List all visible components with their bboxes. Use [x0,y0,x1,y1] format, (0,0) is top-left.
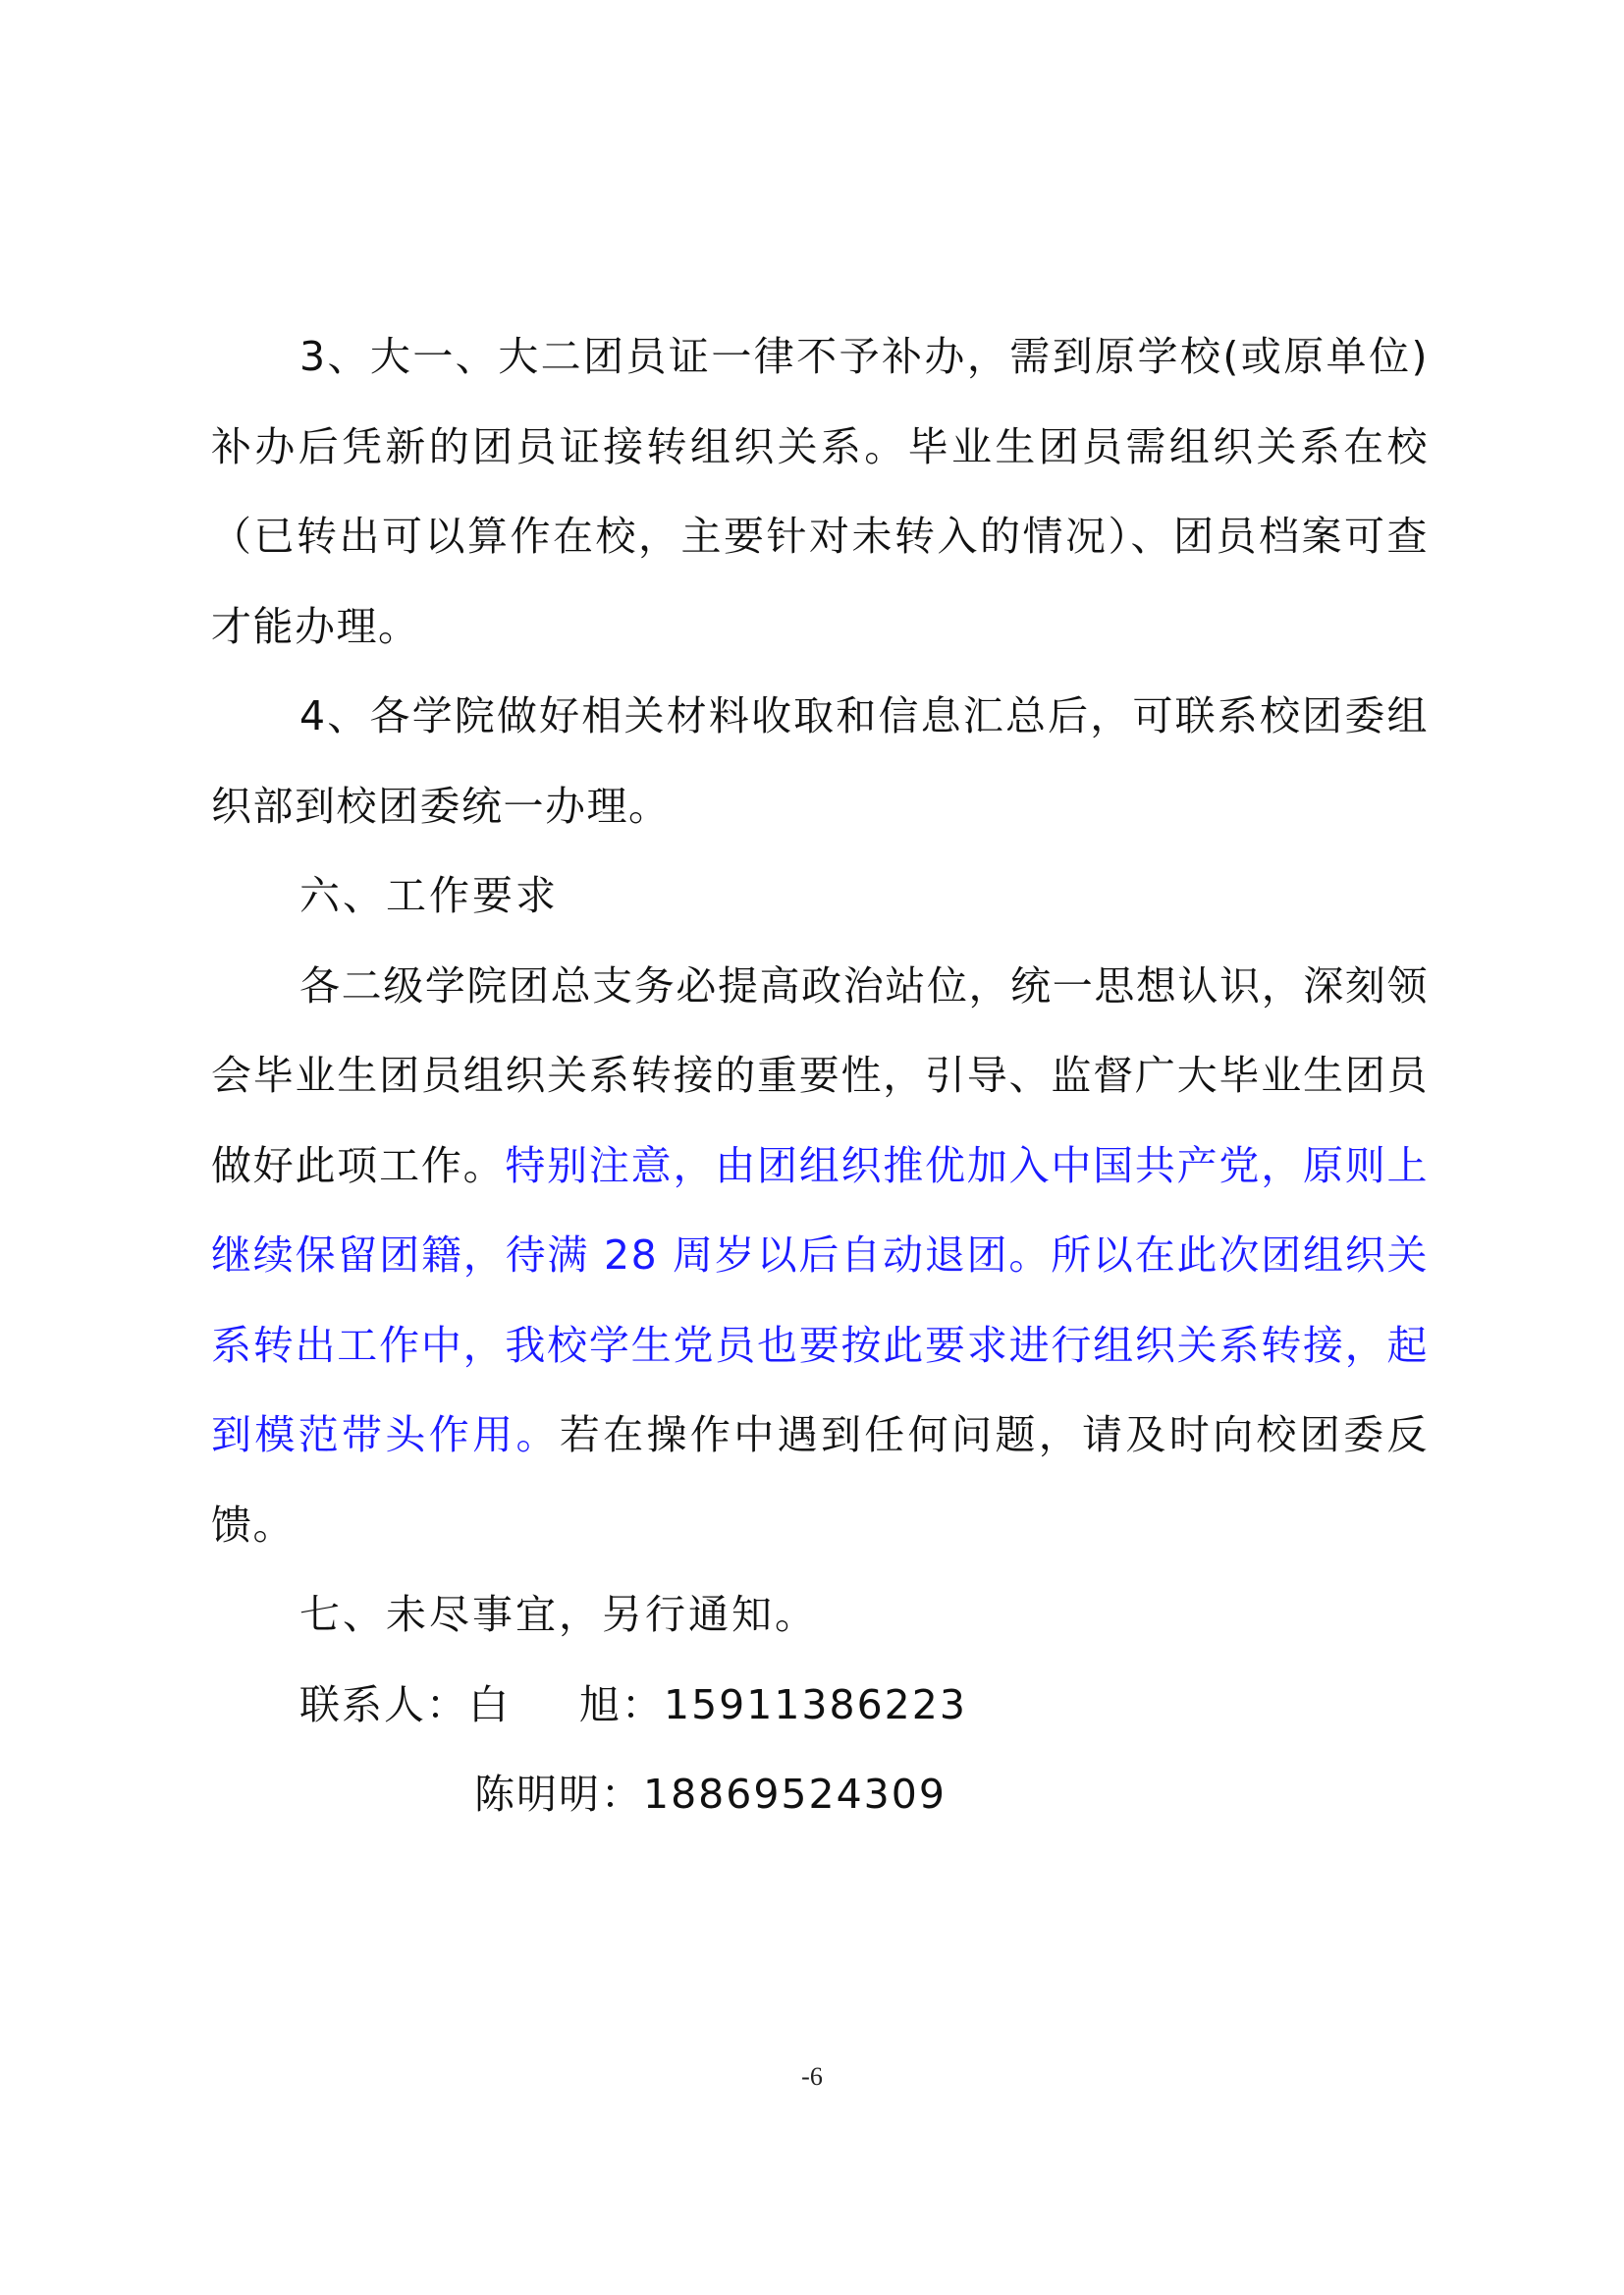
paragraph-item-4: 4、各学院做好相关材料收取和信息汇总后，可联系校团委组织部到校团委统一办理。 [211,692,1429,830]
contact-line-2 [211,1750,1429,1840]
contact-label: 联系人： [299,1680,468,1728]
document-body [211,312,1429,1840]
page-number: -6 [801,2062,823,2091]
contact-phone-2: ：18869524309 [601,1771,947,1818]
paragraph-work-requirements [211,942,1429,1571]
contact-name-1b: 旭 [579,1680,622,1728]
paragraph-item-3: 3、大一、大二团员证一律不予补办，需到原学校(或原单位)补办后凭新的团员证接转组织关系。毕业生团员需组织关系在校（已转出可以算作在校，主要针对未转入的情况）、团员档案可查才能办理。 [211,333,1429,650]
contact-phone-1: ：15911386223 [622,1680,967,1728]
work-requirements-text: 各二级学院团总支务必提高政治站位，统一思想认识，深刻领会毕业生团员组织关系转接的重要性，引导、监督广大毕业生团员做好此项工作。 [211,961,1429,1189]
contact-name-1a: 白 [468,1680,511,1728]
contact-line-1 [211,1661,1429,1751]
highlighted-notice-text: 特别注意，由团组织推优加入中国共产党，原则上继续保留团籍，待满 28 周岁以后自动退团。所以在此次团组织关系转出工作中，我校学生党员也要按此要求进行组织关系转接，起到模范带头作用。 [211,1141,1429,1458]
feedback-text: 若在操作中遇到任何问题，请及时向校团委反馈。 [211,1411,1430,1549]
section-heading-work-requirements: 六、工作要求 [299,872,559,919]
contact-name-2: 陈明明 [474,1771,601,1818]
section-heading-other-matters: 七、未尽事宜，另行通知。 [299,1591,818,1638]
